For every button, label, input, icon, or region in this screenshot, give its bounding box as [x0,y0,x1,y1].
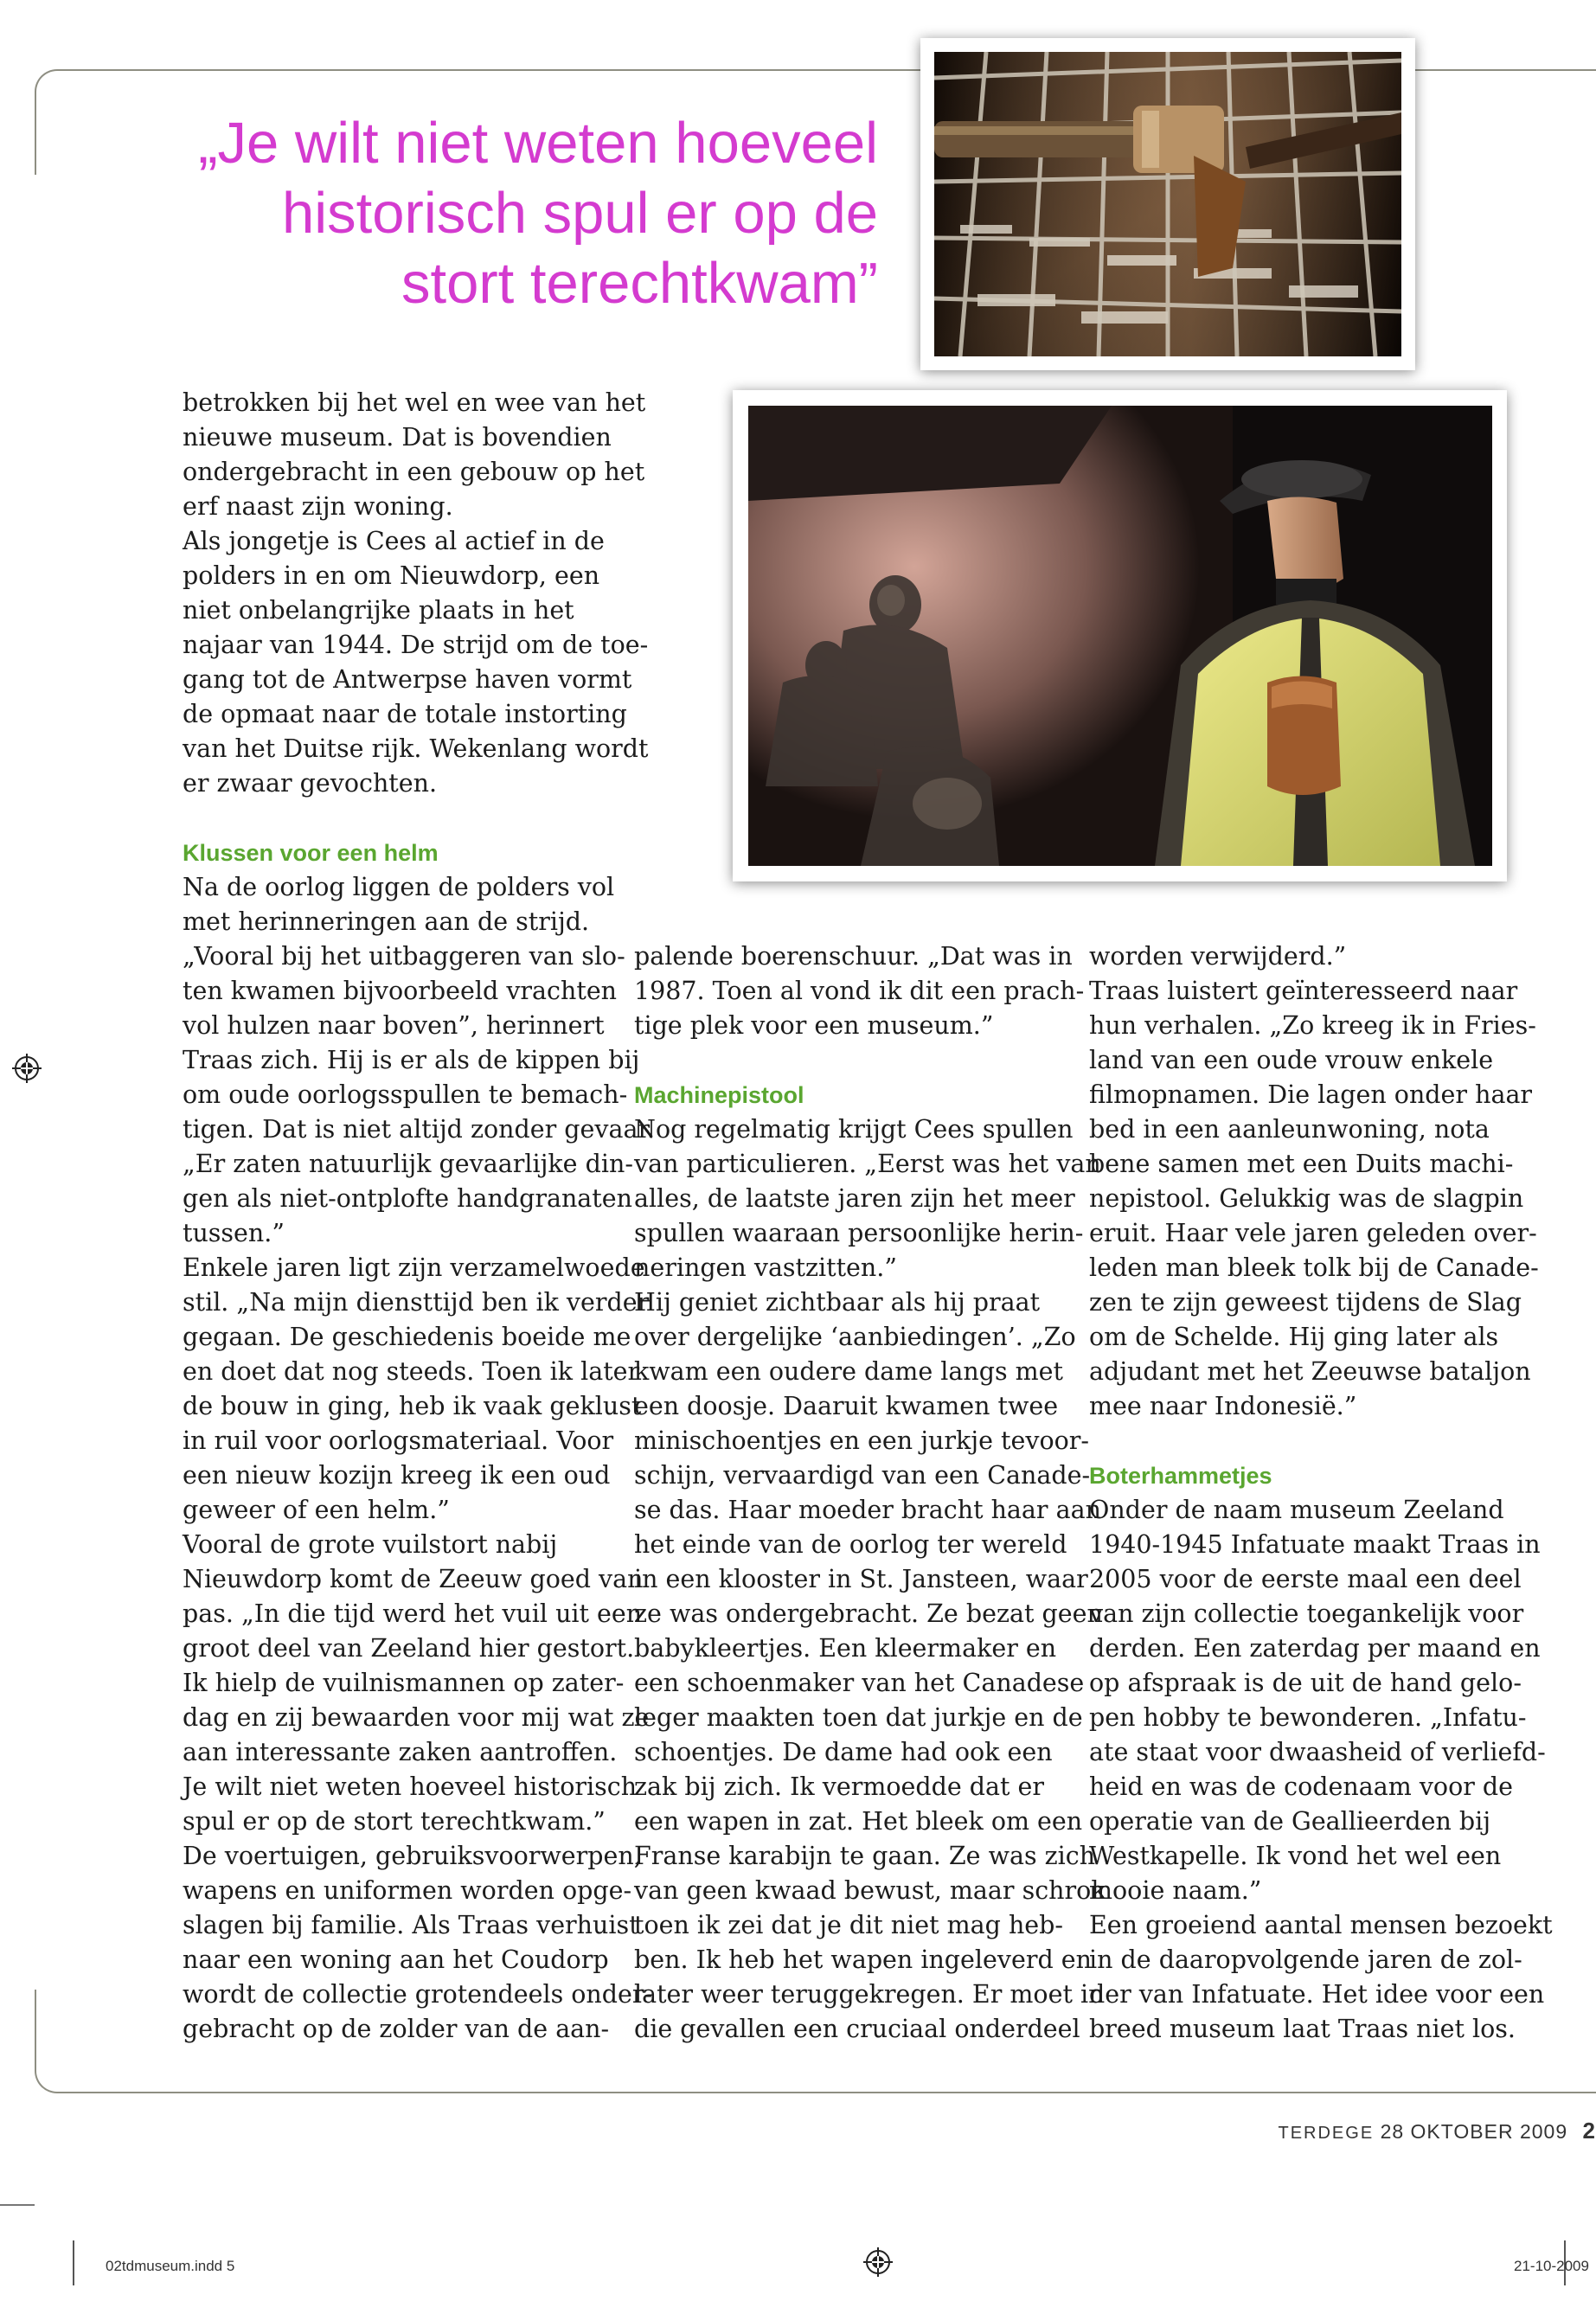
text-line: 2005 voor de eerste maal een deel [1089,1565,1522,1593]
text-line: niet onbelangrijke plaats in het [183,596,574,625]
subhead-boterhammetjes: Boterhammetjes [1089,1463,1272,1489]
text-line: leger maakten toen dat jurkje en de [634,1703,1083,1732]
mannequin-uniform-photo [748,406,1492,866]
text-line: groot deel van Zeeland hier gestort. [183,1634,635,1663]
text-line: ate staat voor dwaasheid of verliefd- [1089,1738,1546,1766]
text-line: in ruil voor oorlogsmateriaal. Voor [183,1426,614,1455]
text-line: zen te zijn geweest tijdens de Slag [1089,1288,1522,1317]
text-line: minischoentjes en een jurkje tevoor- [634,1426,1090,1455]
text-line: nepistool. Gelukkig was de slagpin [1089,1184,1524,1213]
text-line: het einde van de oorlog ter wereld [634,1530,1067,1559]
text-line: en doet dat nog steeds. Toen ik later [183,1357,640,1386]
pull-quote-line: „Je wilt niet weten hoeveel [198,111,878,176]
text-line: schoentjes. De dame had ook een [634,1738,1053,1766]
text-line: later weer teruggekregen. Er moet in [634,1980,1105,2009]
text-line: over dergelijke ‘aanbiedingen’. „Zo [634,1323,1076,1351]
page-folio [1278,2118,1596,2144]
text-line: er zwaar gevochten. [183,769,438,798]
text-line: spullen waaraan persoonlijke herin- [634,1219,1084,1247]
text-line: in een klooster in St. Jansteen, waar [634,1565,1088,1593]
text-line: filmopnamen. Die lagen onder haar [1089,1080,1533,1109]
text-line: ondergebracht in een gebouw op het [183,458,645,486]
text-line: erf naast zijn woning. [183,492,453,521]
text-line: leden man bleek tolk bij de Canade- [1089,1253,1539,1282]
text-line: worden verwijderd.” [1089,942,1347,971]
text-line: gegaan. De geschiedenis boeide me [183,1323,631,1351]
text-line: Onder de naam museum Zeeland [1089,1496,1504,1524]
subhead-klussen: Klussen voor een helm [183,840,439,866]
text-line: een schoenmaker van het Canadese [634,1669,1085,1697]
paragraph-gap [1089,1424,1522,1458]
text-line: De voertuigen, gebruiksvoorwerpen, [183,1842,642,1870]
text-line: Na de oorlog liggen de polders vol [183,873,615,901]
slug-date: 21-10-2009 [1514,2258,1589,2274]
text-line: „Vooral bij het uitbaggeren van slo- [183,942,625,971]
slug-filename: 02tdmuseum.indd 5 [106,2258,235,2274]
text-line: tige plek voor een museum.” [634,1011,994,1040]
text-line: tigen. Dat is niet altijd zonder gevaar. [183,1115,656,1144]
text-line: Nog regelmatig krijgt Cees spullen [634,1115,1074,1144]
text-line: 1940-1945 Infatuate maakt Traas in [1089,1530,1541,1559]
text-line: op afspraak is de uit de hand gelo- [1089,1669,1522,1697]
text-line: nieuwe museum. Dat is bovendien [183,423,612,452]
column-1-bottom [183,836,656,2047]
text-line: schijn, vervaardigd van een Canade- [634,1461,1091,1490]
text-line: gen als niet-ontplofte handgranaten [183,1184,632,1213]
text-line: zak bij zich. Ik vermoedde dat er [634,1772,1045,1801]
text-line: in de daaropvolgende jaren de zol- [1089,1945,1522,1974]
text-line: babykleertjes. Een kleermaker en [634,1634,1057,1663]
text-line: „Er zaten natuurlijk gevaarlijke din- [183,1150,633,1178]
rifle-rack-photo [934,52,1401,356]
text-line: land van een oude vrouw enkele [1089,1046,1494,1074]
text-line: om de Schelde. Hij ging later als [1089,1323,1499,1351]
subhead-machinepistool: Machinepistool [634,1082,804,1108]
text-line: se das. Haar moeder bracht haar aan [634,1496,1101,1524]
text-line: vol hulzen naar boven”, herinnert [183,1011,605,1040]
text-line: om oude oorlogsspullen te bemach- [183,1080,628,1109]
text-line: die gevallen een cruciaal onderdeel [634,2015,1080,2043]
text-line: kwam een oudere dame langs met [634,1357,1063,1386]
text-line: derden. Een zaterdag per maand en [1089,1634,1541,1663]
text-line: Hij geniet zichtbaar als hij praat [634,1288,1041,1317]
text-line: mooie naam.” [1089,1876,1262,1905]
text-line: van zijn collectie toegankelijk voor [1089,1599,1524,1628]
text-line: Vooral de grote vuilstort nabij [183,1530,558,1559]
text-line: hun verhalen. „Zo kreeg ik in Fries- [1089,1011,1536,1040]
text-line: der van Infatuate. Het idee voor een [1089,1980,1545,2009]
text-line: de bouw in ging, heb ik vaak geklust [183,1392,642,1420]
pull-quote-line: historisch spul er op de [282,181,878,246]
text-line: dag en zij bewaarden voor mij wat ze [183,1703,650,1732]
text-line: naar een woning aan het Coudorp [183,1945,609,1974]
text-line: Als jongetje is Cees al actief in de [183,527,605,555]
text-line: wapens en uniformen worden opge- [183,1876,632,1905]
text-line: van particulieren. „Eerst was het van [634,1150,1101,1178]
text-line: geweer of een helm.” [183,1496,450,1524]
text-line: aan interessante zaken aantroffen. [183,1738,618,1766]
column-3 [1089,939,1553,2047]
paragraph-gap [634,1043,1067,1078]
text-line: adjudant met het Zeeuwse bataljon [1089,1357,1531,1386]
text-line: tussen.” [183,1219,285,1247]
text-line: ze was ondergebracht. Ze bezat geen [634,1599,1103,1628]
pull-quote-line: stort terechtkwam” [401,251,878,316]
text-line: 1987. Toen al vond ik dit een prach- [634,977,1085,1005]
text-line: een nieuw kozijn kreeg ik een oud [183,1461,611,1490]
text-line: heid en was de codenaam voor de [1089,1772,1514,1801]
text-line: gebracht op de zolder van de aan- [183,2015,610,2043]
text-line: mee naar Indonesië.” [1089,1392,1357,1420]
column-2 [634,939,1106,2047]
text-line: Franse karabijn te gaan. Ze was zich [634,1842,1096,1870]
issue-date: 28 OKTOBER 2009 [1380,2120,1568,2143]
text-line: alles, de laatste jaren zijn het meer [634,1184,1075,1213]
text-line: stil. „Na mijn diensttijd ben ik verder [183,1288,650,1317]
text-line: eruit. Haar vele jaren geleden over- [1089,1219,1537,1247]
text-line: polders in en om Nieuwdorp, een [183,561,600,590]
text-line: met herinneringen aan de strijd. [183,907,590,936]
text-line: pas. „In die tijd werd het vuil uit een [183,1599,643,1628]
text-line: Een groeiend aantal mensen bezoekt [1089,1911,1553,1939]
pull-quote [130,108,878,318]
text-line: bed in een aanleunwoning, nota [1089,1115,1490,1144]
text-line: van het Duitse rijk. Wekenlang wordt [183,734,649,763]
text-line: een wapen in zat. Het bleek om een [634,1807,1083,1836]
magazine-name: TERDEGE [1278,2124,1375,2143]
text-line: pen hobby te bewonderen. „Infatu- [1089,1703,1527,1732]
text-line: spul er op de stort terechtkwam.” [183,1807,606,1836]
text-line: bene samen met een Duits machi- [1089,1150,1514,1178]
registration-mark-icon [863,2247,893,2277]
text-line: betrokken bij het wel en wee van het [183,388,646,417]
crop-mark-left [0,2204,35,2206]
text-line: van geen kwaad bewust, maar schrok [634,1876,1106,1905]
text-line: breed museum laat Traas niet los. [1089,2015,1516,2043]
text-line: palende boerenschuur. „Dat was in [634,942,1073,971]
text-line: operatie van de Geallieerden bij [1089,1807,1491,1836]
text-line: Je wilt niet weten hoeveel historisch [183,1772,638,1801]
text-line: wordt de collectie grotendeels onder- [183,1980,653,2009]
slug-bar-left [73,2240,74,2285]
text-line: de opmaat naar de totale instorting [183,700,627,728]
text-line: neringen vastzitten.” [634,1253,897,1282]
text-line: Traas zich. Hij is er als de kippen bij [183,1046,640,1074]
text-line: Enkele jaren ligt zijn verzamelwoede [183,1253,645,1282]
text-line: ten kwamen bijvoorbeeld vrachten [183,977,618,1005]
text-line: gang tot de Antwerpse haven vormt [183,665,632,694]
text-line: najaar van 1944. De strijd om de toe- [183,631,649,659]
text-line: Ik hielp de vuilnismannen op zater- [183,1669,625,1697]
page-number: 2 [1582,2118,1596,2144]
text-line: slagen bij familie. Als Traas verhuist [183,1911,639,1939]
text-line: een doosje. Daaruit kwamen twee [634,1392,1059,1420]
text-line: Traas luistert geïnteresseerd naar [1089,977,1518,1005]
text-line: toen ik zei dat je dit niet mag heb- [634,1911,1064,1939]
registration-mark-icon [12,1054,42,1083]
text-line: Nieuwdorp komt de Zeeuw goed van [183,1565,644,1593]
column-1-top [183,386,649,801]
text-line: ben. Ik heb het wapen ingeleverd en [634,1945,1093,1974]
text-line: Westkapelle. Ik vond het wel een [1089,1842,1502,1870]
